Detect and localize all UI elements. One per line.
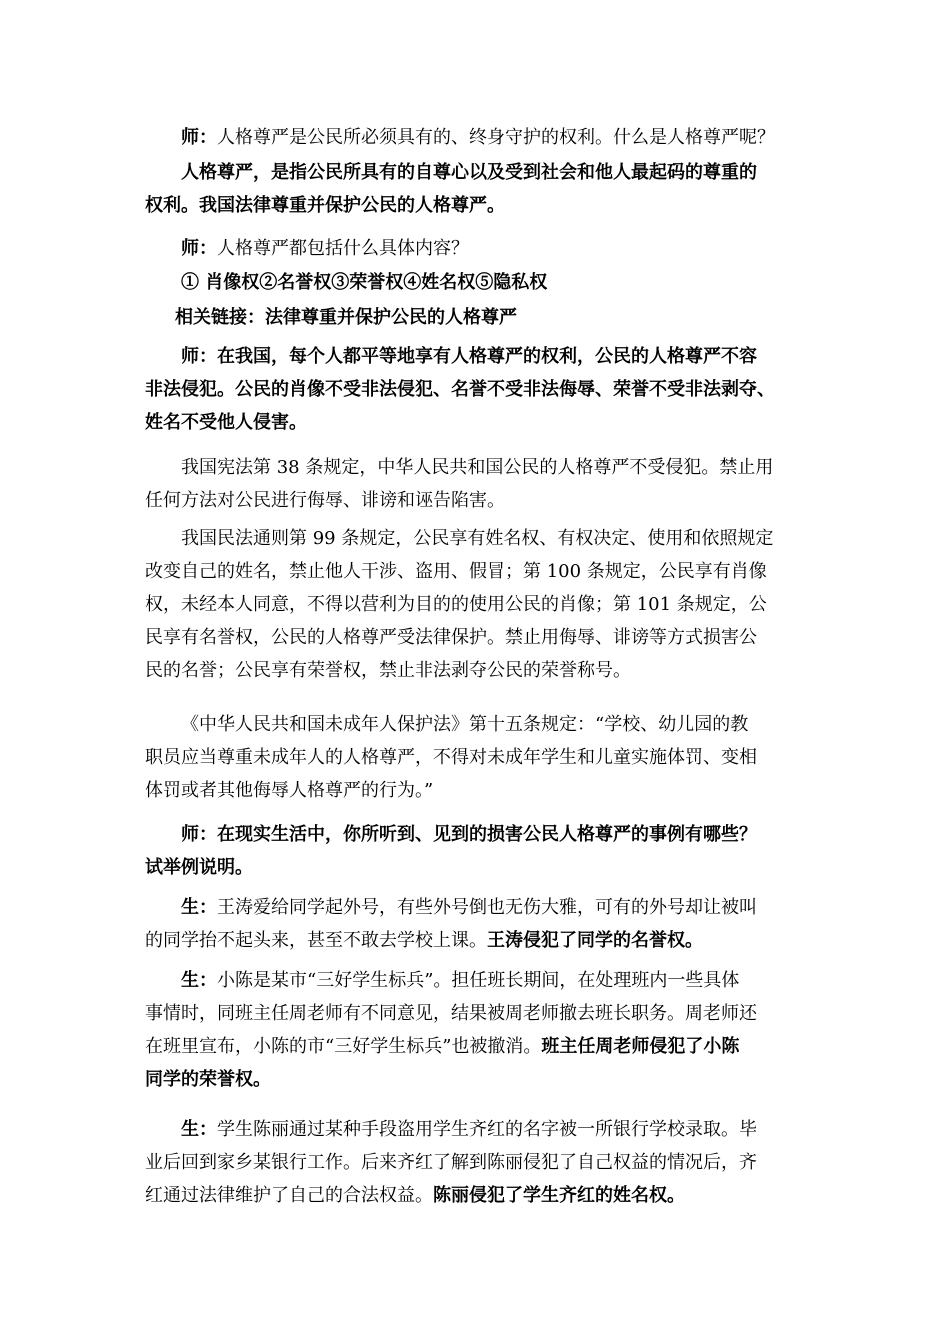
paragraph-rights-list: ① 肖像权②名誉权③荣誉权④姓名权⑤隐私权 [181, 272, 548, 293]
conclusion: 陈丽侵犯了学生齐红的姓名权。 [433, 1185, 685, 1206]
paragraph-teacher-question-1: 师：人格尊严是公民所必须具有的、终身守护的权利。什么是人格尊严呢？ [181, 127, 775, 148]
paragraph-definition: 人格尊严，是指公民所具有的自尊心以及受到社会和他人最起码的尊重的 权利。我国法律尊重并保护公民的人格尊严。 [145, 162, 757, 216]
paragraph-student-example-1: 生：王涛爱给同学起外号，有些外号倒也无伤大雅，可有的外号却让被叫 的同学抬不起头来，甚至不敢去学校上课。王涛侵犯了同学的名誉权。 [145, 897, 757, 951]
paragraph-teacher-question-2: 师：人格尊严都包括什么具体内容？ [181, 238, 469, 259]
speaker-label: 师： [181, 127, 217, 148]
paragraph-constitution: 我国宪法第 38 条规定，中华人民共和国公民的人格尊严不受侵犯。禁止用 任何方法对公民进行侮辱、诽谤和诬告陷害。 [145, 457, 774, 511]
paragraph-student-example-2: 生：小陈是某市“三好学生标兵”。担任班长期间，在处理班内一些具体 事情时，同班主任周老师有不同意见，结果被周老师撤去班长职务。周老师还 在班里宣布，小陈的市“三好学生标兵”也被撤消。班主任周老师侵犯了小陈 同学的荣誉权。 [145, 964, 810, 1096]
paragraph-student-example-3: 生：学生陈丽通过某种手段盗用学生齐红的名字被一所银行学校录取。毕 业后回到家乡某银行工作。后来齐红了解到陈丽侵犯了自己权益的情况后，齐 红通过法律维护了自己的合法权益。陈丽侵犯了学生齐红的姓名权。 [145, 1119, 757, 1206]
paragraph-minors-law: 《中华人民共和国未成年人保护法》第十五条规定：“学校、幼儿园的教 职员应当尊重未成年人的人格尊严，不得对未成年学生和儿童实施体罚、变相 体罚或者其他侮辱人格尊严的行为。” [145, 714, 757, 801]
speaker-label: 生： [181, 970, 217, 991]
speaker-label: 生： [181, 1119, 217, 1140]
paragraph-related-link: 相关链接：法律尊重并保护公民的人格尊严 [175, 307, 517, 328]
conclusion-continued: 同学的荣誉权。 [145, 1069, 271, 1090]
speaker-label: 生： [181, 897, 217, 918]
conclusion: 王涛侵犯了同学的名誉权。 [487, 930, 703, 951]
paragraph-teacher-statement: 师：在我国，每个人都平等地享有人格尊严的权利，公民的人格尊严不容 非法侵犯。公民的肖像不受非法侵犯、名誉不受非法侮辱、荣誉不受非法剥夺、 姓名不受他人侵害。 [145, 346, 775, 433]
conclusion: 班主任周老师侵犯了小陈 [541, 1036, 740, 1057]
paragraph-teacher-question-3: 师：在现实生活中，你所听到、见到的损害公民人格尊严的事例有哪些？ 试举例说明。 [145, 824, 757, 878]
paragraph-civil-law: 我国民法通则第 99 条规定，公民享有姓名权、有权决定、使用和依照规定 改变自己的姓名，禁止他人干涉、盗用、假冒；第 100 条规定，公民享有肖像 权，未经本人同意，不得以营利为目的的使用公民的肖像；第 101 条规定，公 民享有名誉权，公民的人格尊严受法律保护。禁止用侮辱、诽谤等方式损害公 民的名誉；公民享有荣誉权，禁止非法剥夺公民的荣誉称号。 [145, 528, 774, 681]
speaker-label: 师： [181, 238, 217, 259]
